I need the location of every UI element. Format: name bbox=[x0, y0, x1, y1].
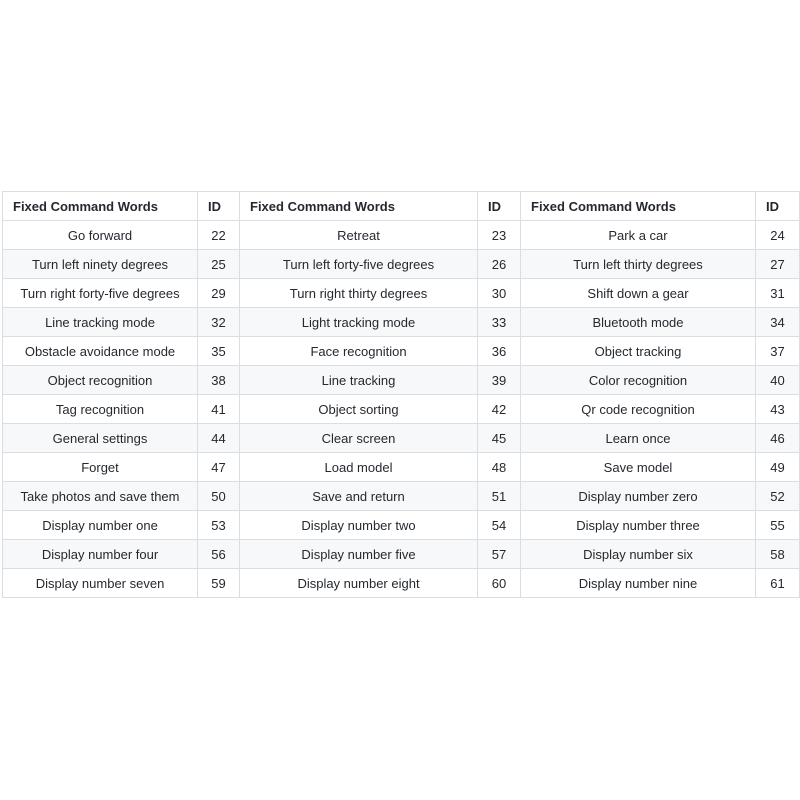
id-cell: 27 bbox=[756, 250, 800, 279]
table-header-row bbox=[3, 192, 800, 221]
table-row bbox=[3, 250, 800, 279]
id-cell: 34 bbox=[756, 308, 800, 337]
command-word-cell: Object tracking bbox=[521, 337, 756, 366]
table-row bbox=[3, 511, 800, 540]
command-word-cell: Display number four bbox=[3, 540, 198, 569]
table-row bbox=[3, 308, 800, 337]
id-cell: 30 bbox=[478, 279, 521, 308]
id-cell: 53 bbox=[198, 511, 240, 540]
id-cell: 58 bbox=[756, 540, 800, 569]
id-cell: 25 bbox=[198, 250, 240, 279]
id-cell: 41 bbox=[198, 395, 240, 424]
command-word-cell: Qr code recognition bbox=[521, 395, 756, 424]
id-cell: 39 bbox=[478, 366, 521, 395]
id-cell: 26 bbox=[478, 250, 521, 279]
header-id-1: ID bbox=[198, 192, 240, 221]
command-word-cell: Display number two bbox=[240, 511, 478, 540]
command-word-cell: Obstacle avoidance mode bbox=[3, 337, 198, 366]
id-cell: 50 bbox=[198, 482, 240, 511]
header-command-words-3: Fixed Command Words bbox=[521, 192, 756, 221]
id-cell: 55 bbox=[756, 511, 800, 540]
command-word-cell: Go forward bbox=[3, 221, 198, 250]
command-word-cell: Light tracking mode bbox=[240, 308, 478, 337]
id-cell: 29 bbox=[198, 279, 240, 308]
command-word-cell: Object recognition bbox=[3, 366, 198, 395]
table-row bbox=[3, 453, 800, 482]
table-row bbox=[3, 482, 800, 511]
id-cell: 48 bbox=[478, 453, 521, 482]
id-cell: 40 bbox=[756, 366, 800, 395]
command-word-cell: Bluetooth mode bbox=[521, 308, 756, 337]
command-word-cell: Display number five bbox=[240, 540, 478, 569]
command-word-cell: Park a car bbox=[521, 221, 756, 250]
id-cell: 51 bbox=[478, 482, 521, 511]
id-cell: 23 bbox=[478, 221, 521, 250]
command-word-cell: Save model bbox=[521, 453, 756, 482]
header-command-words-1: Fixed Command Words bbox=[3, 192, 198, 221]
command-words-table bbox=[2, 191, 800, 598]
id-cell: 38 bbox=[198, 366, 240, 395]
command-word-cell: Display number eight bbox=[240, 569, 478, 598]
command-word-cell: Turn left forty-five degrees bbox=[240, 250, 478, 279]
command-word-cell: Face recognition bbox=[240, 337, 478, 366]
id-cell: 61 bbox=[756, 569, 800, 598]
id-cell: 43 bbox=[756, 395, 800, 424]
header-command-words-2: Fixed Command Words bbox=[240, 192, 478, 221]
id-cell: 56 bbox=[198, 540, 240, 569]
header-id-2: ID bbox=[478, 192, 521, 221]
id-cell: 52 bbox=[756, 482, 800, 511]
id-cell: 54 bbox=[478, 511, 521, 540]
id-cell: 46 bbox=[756, 424, 800, 453]
command-word-cell: Display number one bbox=[3, 511, 198, 540]
command-word-cell: Turn right forty-five degrees bbox=[3, 279, 198, 308]
command-word-cell: Forget bbox=[3, 453, 198, 482]
id-cell: 57 bbox=[478, 540, 521, 569]
command-word-cell: Load model bbox=[240, 453, 478, 482]
id-cell: 44 bbox=[198, 424, 240, 453]
command-word-cell: Retreat bbox=[240, 221, 478, 250]
command-word-cell: Color recognition bbox=[521, 366, 756, 395]
command-word-cell: Display number three bbox=[521, 511, 756, 540]
table-row bbox=[3, 395, 800, 424]
id-cell: 36 bbox=[478, 337, 521, 366]
command-word-cell: Display number seven bbox=[3, 569, 198, 598]
table-row bbox=[3, 569, 800, 598]
id-cell: 42 bbox=[478, 395, 521, 424]
command-word-cell: Clear screen bbox=[240, 424, 478, 453]
command-word-cell: Display number zero bbox=[521, 482, 756, 511]
command-word-cell: Turn left thirty degrees bbox=[521, 250, 756, 279]
id-cell: 31 bbox=[756, 279, 800, 308]
id-cell: 24 bbox=[756, 221, 800, 250]
command-word-cell: Shift down a gear bbox=[521, 279, 756, 308]
id-cell: 22 bbox=[198, 221, 240, 250]
command-word-cell: Display number nine bbox=[521, 569, 756, 598]
command-word-cell: Turn right thirty degrees bbox=[240, 279, 478, 308]
id-cell: 47 bbox=[198, 453, 240, 482]
table-row bbox=[3, 540, 800, 569]
command-word-cell: Object sorting bbox=[240, 395, 478, 424]
command-word-cell: Save and return bbox=[240, 482, 478, 511]
id-cell: 59 bbox=[198, 569, 240, 598]
id-cell: 35 bbox=[198, 337, 240, 366]
command-word-cell: Line tracking bbox=[240, 366, 478, 395]
id-cell: 32 bbox=[198, 308, 240, 337]
table-row bbox=[3, 337, 800, 366]
id-cell: 45 bbox=[478, 424, 521, 453]
table-row bbox=[3, 279, 800, 308]
command-word-cell: Line tracking mode bbox=[3, 308, 198, 337]
command-word-cell: Display number six bbox=[521, 540, 756, 569]
id-cell: 49 bbox=[756, 453, 800, 482]
id-cell: 60 bbox=[478, 569, 521, 598]
command-word-cell: Take photos and save them bbox=[3, 482, 198, 511]
header-id-3: ID bbox=[756, 192, 800, 221]
table-row bbox=[3, 424, 800, 453]
id-cell: 37 bbox=[756, 337, 800, 366]
command-word-cell: General settings bbox=[3, 424, 198, 453]
table-row bbox=[3, 221, 800, 250]
command-word-cell: Tag recognition bbox=[3, 395, 198, 424]
command-word-cell: Turn left ninety degrees bbox=[3, 250, 198, 279]
table-row bbox=[3, 366, 800, 395]
command-word-cell: Learn once bbox=[521, 424, 756, 453]
id-cell: 33 bbox=[478, 308, 521, 337]
